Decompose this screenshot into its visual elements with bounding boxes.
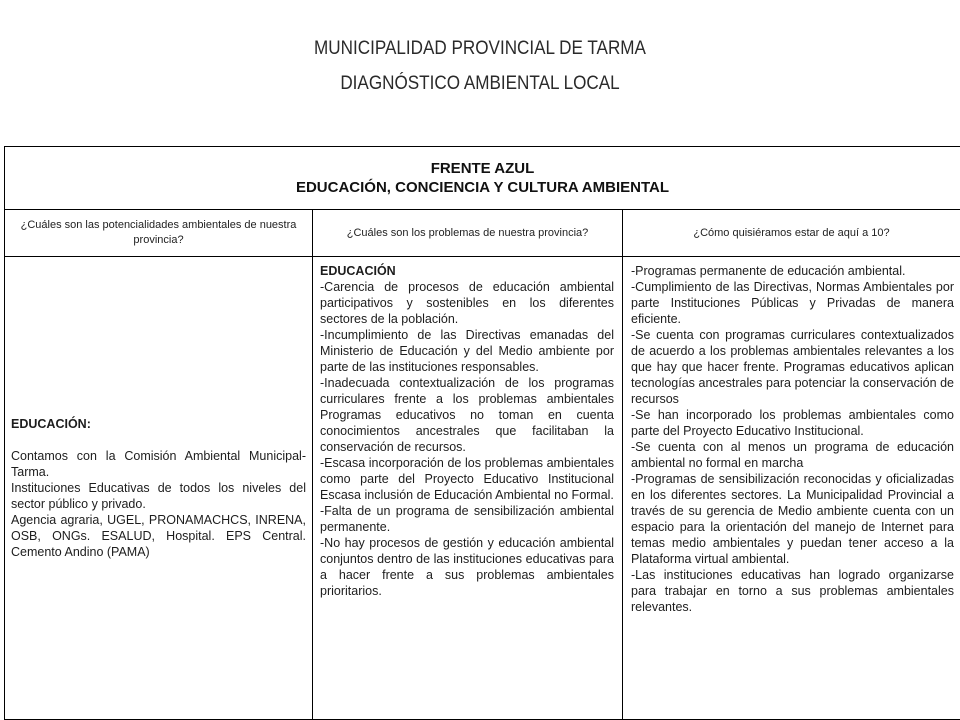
section-name: FRENTE AZUL bbox=[430, 160, 535, 177]
question-problems: ¿Cuáles son los problemas de nuestra provincia? bbox=[313, 210, 623, 257]
vision-item: -Se cuenta con al menos un programa de educación ambiental no formal en marcha bbox=[631, 440, 954, 470]
vision-item: -Se han incorporado los problemas ambientales como parte del Proyecto Educativo Institucional. bbox=[631, 408, 954, 438]
potentials-heading: EDUCACIÓN: bbox=[11, 417, 91, 431]
document-header bbox=[0, 38, 960, 95]
problem-item: -No hay procesos de gestión y educación ambiental conjuntos dentro de las instituciones educativas para a hacer frente a sus problemas ambientales prioritarios. bbox=[320, 536, 614, 598]
municipality-title: MUNICIPALIDAD PROVINCIAL DE TARMA bbox=[314, 38, 646, 59]
potentials-paragraph: Instituciones Educativas de todos los niveles del sector público y privado. bbox=[11, 481, 306, 511]
potentials-cell bbox=[5, 257, 313, 720]
problem-item: -Carencia de procesos de educación ambiental participativos y sostenibles en los diferentes sectores de la población. bbox=[320, 280, 614, 326]
section-subtitle: EDUCACIÓN, CONCIENCIA Y CULTURA AMBIENTAL bbox=[295, 179, 670, 196]
section-header-cell bbox=[5, 147, 960, 210]
problems-cell bbox=[313, 257, 623, 720]
question-potentials: ¿Cuáles son las potencialidades ambientales de nuestra provincia? bbox=[5, 210, 313, 257]
vision-item: -Cumplimiento de las Directivas, Normas Ambientales por parte Instituciones Públicas y Privadas de manera eficiente. bbox=[631, 280, 954, 326]
potentials-paragraph: Agencia agraria, UGEL, PRONAMACHCS, INRENA, OSB, ONGs. ESALUD, Hospital. EPS Central. Cemento Andino (PAMA) bbox=[11, 513, 306, 559]
vision-item: -Programas de sensibilización reconocidas y oficializadas en los diferentes sectores. La Municipalidad Provincial a través de su gerencia de Medio ambiente cuenta con un espacio para la orientación del manejo de Internet para temas medio ambientales y puedan tener acceso a la Plataforma virtual ambiental. bbox=[631, 472, 954, 566]
diagnosis-title: DIAGNÓSTICO AMBIENTAL LOCAL bbox=[340, 73, 620, 94]
diagnosis-table bbox=[4, 146, 960, 720]
problem-item: -Incumplimiento de las Directivas emanadas del Ministerio de Educación y del Medio ambiente por parte de las instituciones responsables. bbox=[320, 328, 614, 374]
vision-item: -Se cuenta con programas curriculares contextualizados de acuerdo a los problemas ambientales relevantes a los que hay que hacer frente. Programas educativos aplican tecnologías ancestrales para potenciar la conservación de recursos bbox=[631, 328, 954, 406]
problem-item: -Falta de un programa de sensibilización ambiental permanente. bbox=[320, 504, 614, 534]
question-vision: ¿Cómo quisiéramos estar de aquí a 10? bbox=[623, 210, 960, 257]
problem-item: -Inadecuada contextualización de los programas curriculares frente a los problemas ambientales Programas educativos no toman en cuenta conocimientos ancestrales que facilitaban la conservación de recursos. bbox=[320, 376, 614, 454]
vision-cell bbox=[623, 257, 960, 720]
problems-heading: EDUCACIÓN bbox=[320, 264, 396, 278]
vision-item: -Las instituciones educativas han logrado organizarse para trabajar en torno a sus problemas ambientales relevantes. bbox=[631, 568, 954, 614]
vision-item: -Programas permanente de educación ambiental. bbox=[631, 264, 906, 278]
potentials-paragraph: Contamos con la Comisión Ambiental Municipal- Tarma. bbox=[11, 449, 306, 479]
problem-item: -Escasa incorporación de los problemas ambientales como parte del Proyecto Educativo Institucional Escasa inclusión de Educación Ambiental no Formal. bbox=[320, 456, 614, 502]
